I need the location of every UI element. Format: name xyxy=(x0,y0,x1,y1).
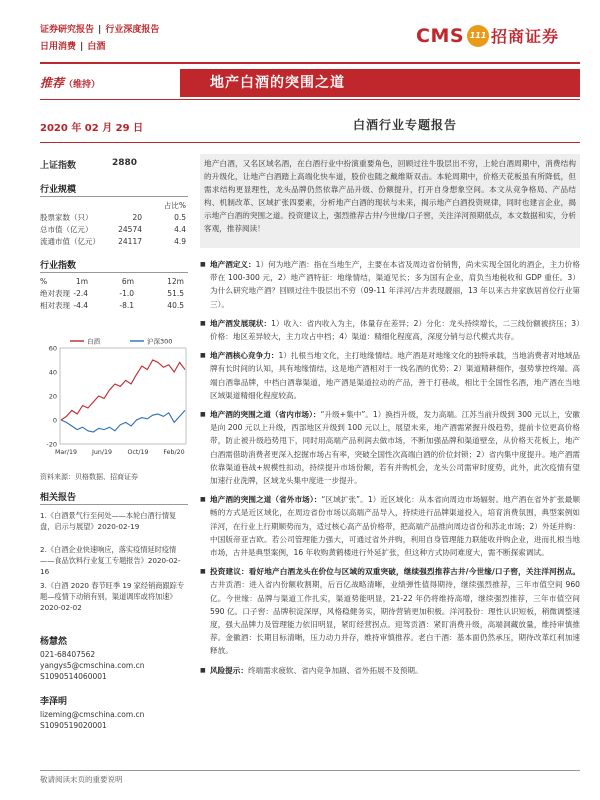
perf-col-6m: 6m xyxy=(121,277,134,286)
key-point-text: “区域扩张”。1）近区域化：从本省向周边市场辐射。地产酒在省外扩张最顺畅的方式是近区域化，在周边省份市场以高端产品导入，持续进行品牌渠道投入，培育消费氛围，典型案例如洋河，在行业上行期顺势而为，适过核心高产品价格带，把高端产品推向周边省份和苏北市场；2）外延并购：中国版帝亚吉欧。若公司管理能力强大，可通过省外并购，利用自身管理能力联能收并购企业，进而扎根当地市场，古井是典型案例，16 年收购黄鹤楼进行外延扩张，但这种方式协同难度大，需不断探索调试。 xyxy=(210,495,580,558)
series-line-baijiu xyxy=(61,360,185,420)
key-point-lead: 地产酒定义： xyxy=(210,260,256,269)
report-date: 2020 年 02 月 29 日 xyxy=(40,123,144,134)
x-tick-label: Mar/19 xyxy=(54,449,78,456)
key-point-text: 1）收入：省内收入为主，体量存在差异；2）分化：龙头持续增长，二三线份额被挤压；3）价格：地区差异较大，主力攻占中档；4）渠道：精细化程度高，深度分销与总代模式共存。 xyxy=(210,318,580,342)
section-divider xyxy=(40,272,188,273)
perf-header-row xyxy=(40,276,188,288)
chart-svg xyxy=(40,334,188,464)
analyst-email[interactable]: lizeming@cmschina.com.cn xyxy=(40,710,145,719)
key-point xyxy=(200,565,580,657)
key-point-lead: 地产酒发展现状： xyxy=(210,318,272,328)
report-type: 证券研究报告 xyxy=(40,25,95,35)
index-row xyxy=(40,158,188,171)
table-row xyxy=(40,236,188,248)
report-subtype: 行业深度报告 xyxy=(105,25,160,35)
industry-scale-title: 行业规模 xyxy=(40,185,77,195)
perf-col-unit: % xyxy=(40,277,48,286)
performance-chart xyxy=(40,334,188,464)
key-points xyxy=(200,252,580,677)
key-point-lead: 风险提示： xyxy=(210,665,248,675)
y-tick-label: 20 xyxy=(48,392,57,401)
separator: | xyxy=(98,25,102,35)
row-value: -1.0 xyxy=(119,289,134,298)
key-point-text: 终端需求疲软、省内竞争加剧、省外拓展不及预期。 xyxy=(247,665,423,675)
section-divider xyxy=(40,504,188,505)
separator: | xyxy=(80,42,84,52)
table-row xyxy=(40,224,188,236)
analyst-card xyxy=(40,696,144,731)
footer-note: 敬请阅读末页的重要说明 xyxy=(40,775,123,784)
key-point xyxy=(200,493,580,559)
perf-col-12m: 12m xyxy=(167,277,184,286)
row-label: 绝对表现 xyxy=(40,289,70,298)
x-tick-label: Oct/19 xyxy=(127,449,149,456)
row-value: -8.1 xyxy=(119,301,134,310)
row-value: -2.4 xyxy=(73,289,88,298)
row-value: 20 xyxy=(132,213,142,222)
row-share: 4.4 xyxy=(174,225,186,234)
table-row xyxy=(40,300,188,312)
key-point-lead: 地产酒核心竞争力： xyxy=(210,351,279,361)
y-tick-label: 40 xyxy=(48,368,57,377)
key-point xyxy=(200,408,580,487)
y-tick-label: -20 xyxy=(46,440,57,449)
industry-index-title: 行业指数 xyxy=(40,261,77,271)
chart-source: 资料来源：贝格数据、招商证券 xyxy=(40,473,138,481)
analyst-cert: S1090514060001 xyxy=(40,672,107,681)
key-point-lead: 地产酒的突围之道（省内市场）： xyxy=(210,410,321,420)
index-label: 上证指数 xyxy=(40,161,77,171)
category-line-1 xyxy=(40,22,159,39)
legend-label: 白酒 xyxy=(87,337,100,346)
x-tick-label: Feb/20 xyxy=(163,449,185,456)
rating-status: （维持） xyxy=(64,80,101,90)
rating-label: 推荐 xyxy=(40,76,65,90)
y-tick-label: 0 xyxy=(52,416,57,425)
category-line-2 xyxy=(40,39,159,56)
sub-sector: 白酒 xyxy=(87,42,106,52)
analyst-cert: S1090519020001 xyxy=(40,721,107,730)
row-value: 40.5 xyxy=(167,301,184,310)
key-point-text: “升级+集中”。1）换挡升级，发力高端。江苏当前升级到 300 元以上，安徽是向 200 元以上升级，西部地区升级到 100 元以上，展望未来，地产酒需紧握升级趋势，提前卡位更高价格带，防止被升级趋势甩下，同时用高端产品利润去做市场，不断加强品牌和渠道壁垒，从价格天花板上，地产白酒需借助消费者更深入挖掘市场占有率，突破全国性次高端白酒的价位封锁；2）省内集中度提升。地产酒需依靠渠道巷战+规模性扣动，持续提升市场份额，若有并购机会，龙头公司需审时度势，此外，此次疫情有望加速行业洗牌，区域龙头集中度进一步提升。 xyxy=(210,410,580,486)
key-point-text: 1）扎根当地文化，主打地缘情结。地产酒是对地缘文化的独特承载，当地消费者对地域品牌有长时间的认知，具有地缘情结，这是地产酒相对于一线名酒的优势；2）渠道精耕细作，强势掌控终端。高端白酒靠品牌，中档白酒靠渠道，地产酒是渠道拉动的产品，善于打巷战，相比于全国性名酒，地产酒在当地区域渠道精细化程度较高。 xyxy=(210,351,580,400)
key-point xyxy=(200,258,580,311)
share-column-header: 占比% xyxy=(163,201,186,210)
report-title: 地产白酒的突围之道 xyxy=(180,69,580,97)
x-tick-label: Jun/19 xyxy=(92,449,112,456)
report-subtitle: 白酒行业专题报告 xyxy=(353,118,458,132)
key-point xyxy=(200,664,580,677)
related-reports-title: 相关报告 xyxy=(40,493,77,503)
key-point-lead: 地产酒的突围之道（省外市场）： xyxy=(210,495,322,505)
analyst-name: 李泽明 xyxy=(40,697,68,707)
industry-header-row xyxy=(40,200,188,212)
row-label: 流通市值（亿元） xyxy=(40,237,100,246)
logo-badge-icon: 111 xyxy=(467,25,489,47)
legend-label: 沪深300 xyxy=(147,337,173,346)
row-value: -4.4 xyxy=(73,301,88,310)
executive-summary: 地产白酒，又名区域名酒，在白酒行业中扮演重要角色，回顾过往牛股层出不穷，上轮白酒周期中，消费结构的升级化，让地产白酒踏上高端化快车道，股价也随之戴维斯双击。本轮周期中，价格天花板虽有所降低，但需求结构更显理性，龙头品牌仍然依靠产品升级、份额提升，打开自身想象空间。本文从竞争格局、产品结构、机制改革、区域扩张四要素，分析地产白酒的现状与未来，揭示地产白酒投资规律，同时也建言企业，揭示地产白酒的突围之道。投资建议上，强烈推荐古井/今世缘/口子窖，关注洋河预期低点，本文数据和实，分析客观，推荐阅读！ xyxy=(200,154,580,248)
index-value: 2880 xyxy=(112,158,138,168)
key-point xyxy=(200,349,580,402)
key-point-text: 古井贡酒：进入省内份额收割期，后百亿战略清晰，业绩弹性值得期待，继续强烈推荐，三年市值空间 960 亿。今世缘：品牌与渠道工作扎实，渠道势能明显，21-22 年仍将维持高增，继续强烈推荐，三年市值空间 590 亿。口子窖：品牌积淀深厚，风格稳健务实，期待营销更加积极。洋河股份：理性认识短板，稍微调整速度，强大品牌力及管理能力依旧明显，紧盯经营拐点。迎驾贡酒：紧盯消费升级，高端洞藏放量，维持审慎推荐。金徽酒：长期目标清晰，压力动力并存，维持审慎推荐。老白干酒：基本面仍然承压，期待改革红利加速释放。 xyxy=(210,580,580,656)
plot-frame xyxy=(60,348,186,444)
y-tick-label: 60 xyxy=(48,344,57,353)
date-divider xyxy=(40,142,580,143)
logo-en: CMS xyxy=(416,24,465,47)
key-point-lead: 投资建议：看好地产白酒龙头在价位与区域的双重突破，继续强烈推荐古井/今世缘/口子窖，关注洋河拐点。 xyxy=(210,567,580,577)
row-share: 0.5 xyxy=(174,213,186,222)
key-point xyxy=(200,317,580,343)
footer-divider xyxy=(40,770,580,771)
related-report-item[interactable]: 2.《白酒企业快速响应，落实疫情延时疫情——食品饮料行业复工专题报告》2020-02-16 xyxy=(40,545,181,576)
table-row xyxy=(40,212,188,224)
row-share: 4.9 xyxy=(174,237,186,246)
perf-col-1m: 1m xyxy=(75,277,88,286)
row-label: 股票家数（只） xyxy=(40,213,93,222)
report-category xyxy=(40,22,159,56)
analyst-email[interactable]: yangys5@cmschina.com.cn xyxy=(40,661,145,670)
analyst-card xyxy=(40,636,144,682)
row-label: 总市值（亿元） xyxy=(40,225,93,234)
rating xyxy=(40,74,100,91)
related-report-item[interactable]: 1.《白酒景气行至何处——本轮白酒行情复盘，启示与展望》2020-02-19 xyxy=(40,511,177,531)
related-report-item[interactable]: 3.《白酒 2020 春节旺季 19 家经销商跟踪专题—疫情下动销有别，渠道调库或将加速》2020-02-02 xyxy=(40,581,185,612)
row-value: 24117 xyxy=(118,237,142,246)
header-divider xyxy=(40,62,580,64)
table-row xyxy=(40,288,188,300)
row-value: 51.5 xyxy=(167,289,184,298)
row-label: 相对表现 xyxy=(40,301,70,310)
sector: 日用消费 xyxy=(40,42,77,52)
series-line-hs300 xyxy=(61,410,185,432)
company-logo xyxy=(416,24,559,47)
section-divider xyxy=(40,196,188,197)
row-value: 24574 xyxy=(118,225,142,234)
key-point-text: 1）何为地产酒：指在当地生产，主要在本省及周边省份销售，尚未实现全国化的酒企，主力价格带在 100-300 元，2）地产酒特征：地缘情结，渠道见长；多为国有企业，肩负当地税收和 GDP 重任。3）为什么研究地产酒？回顾过往牛股层出不穷（09-11 年洋河/古井表现靓丽，13 年以来古井家族居首位行业第三）。 xyxy=(210,260,581,309)
title-divider xyxy=(40,99,580,100)
analyst-phone: 021-68407562 xyxy=(40,650,96,659)
logo-cn: 招商证券 xyxy=(491,27,560,46)
analyst-name: 杨慧然 xyxy=(40,637,68,647)
